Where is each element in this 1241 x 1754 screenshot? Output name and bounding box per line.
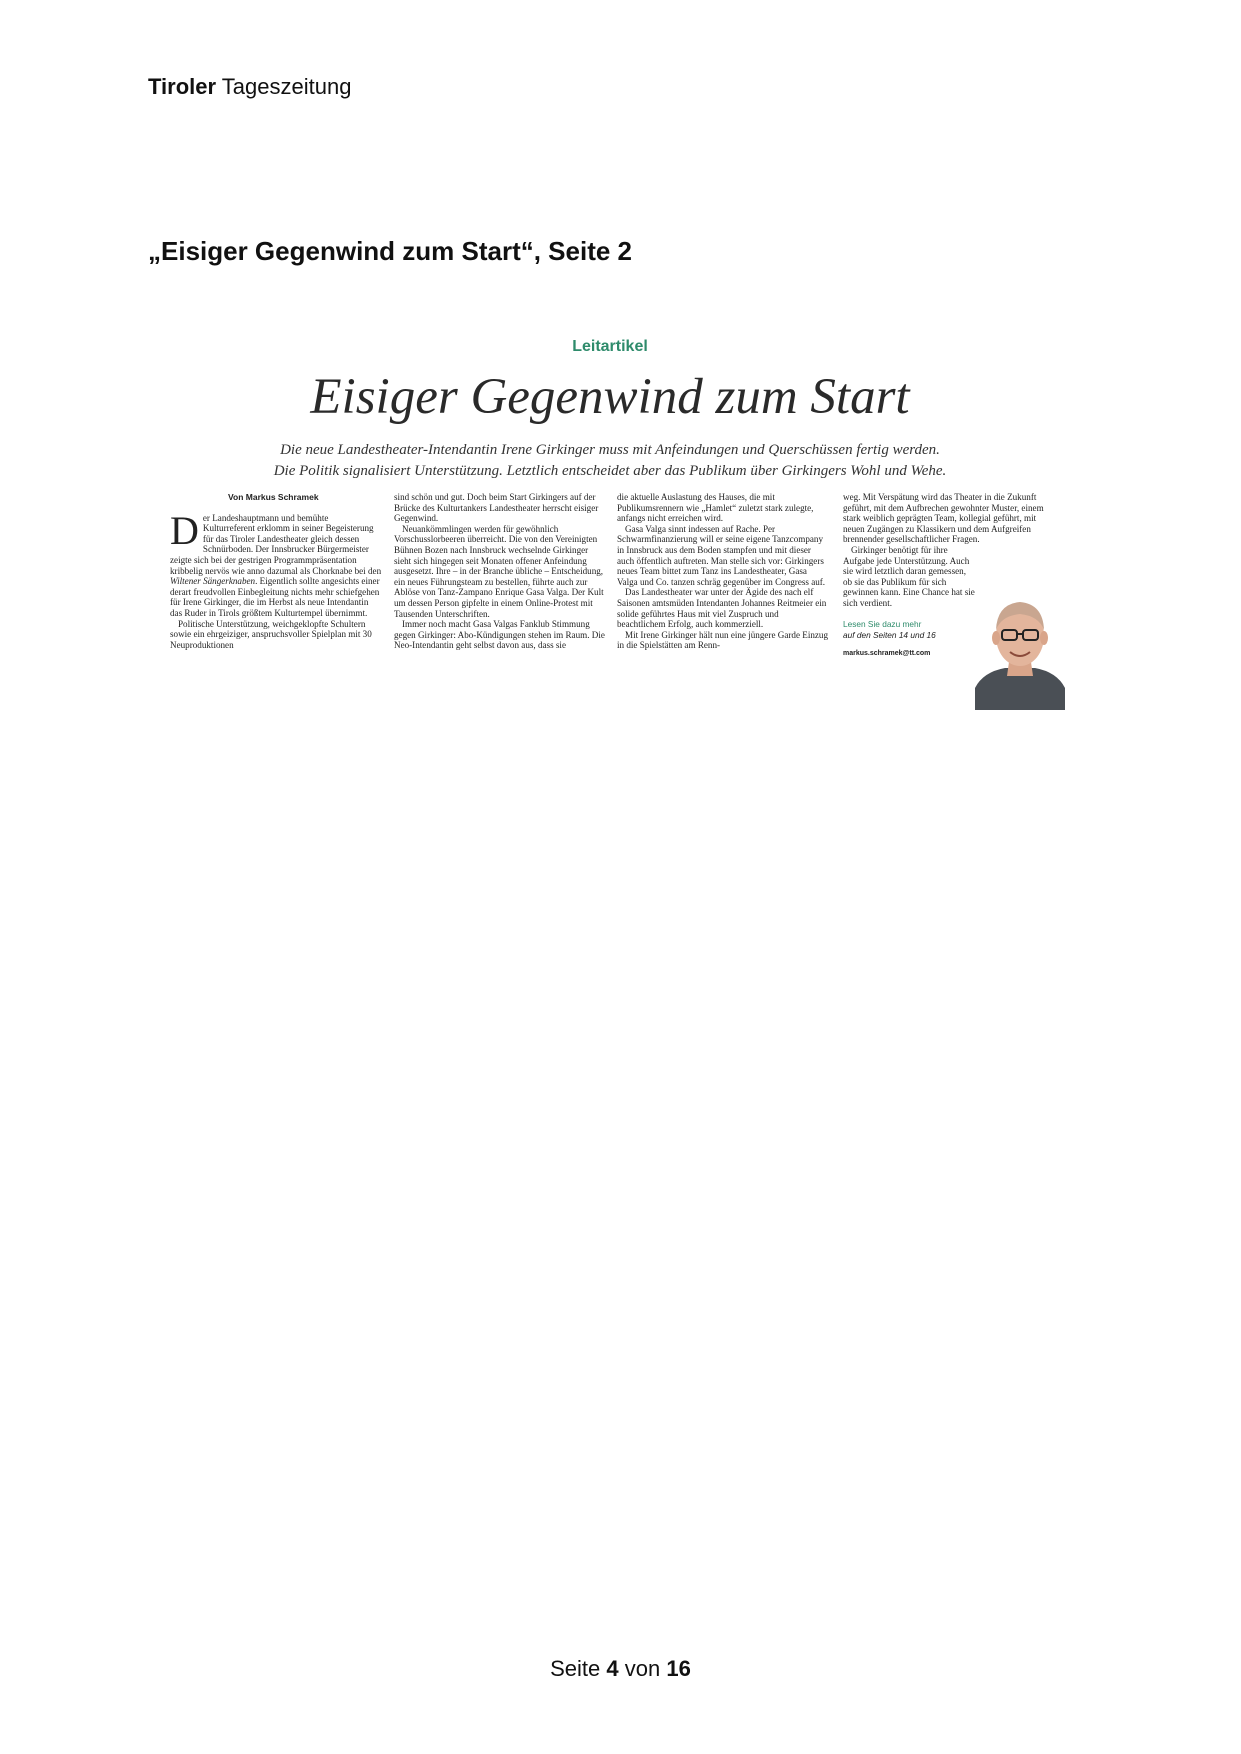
subheadline-line-2: Die Politik signalisiert Unterstützung. Letztlich entscheidet aber das Publikum über Girkingers Wohl und Wehe. (273, 463, 947, 479)
article-column-1 (170, 492, 382, 712)
article-subheadline (160, 440, 1060, 482)
article-column-2 (394, 492, 606, 712)
column-1-paragraph-1: Der Landeshauptmann und bemühte Kulturreferent erklomm in seiner Begeisterung für das Tiroler Landestheater gleich dessen Schnürboden. Der Innsbrucker Bürgermeister zeigte sich bei der gestrigen Programmpräsentation kribbelig nervös wie anno dazumal als Chorknabe bei den Wiltener Sängerknaben. Eigentlich sollte angesichts einer derart freudvollen Einbegleitung nichts mehr schiefgehen für Irene Girkinger, die im Herbst als neue Intendantin das Ruder in Tirols größtem Kulturtempel übernimmt. (170, 507, 382, 618)
column-4-top-text (843, 492, 1055, 545)
column-3-paragraph-4: Mit Irene Girkinger hält nun eine jüngere Garde Einzug in die Spielstätten am Renn- (617, 629, 829, 651)
masthead-brand-rest: Tageszeitung (221, 74, 352, 99)
page-reference-line-2: auf den Seiten 14 und 16 (843, 629, 936, 640)
column-2-paragraph-3: Immer noch macht Gasa Valgas Fanklub Stimmung gegen Girkinger: Abo-Kündigungen stehen im Raum. Die Neo-Intendantin geht selbst davon aus, dass sie (394, 619, 605, 651)
article-headline: Eisiger Gegenwind zum Start (310, 369, 910, 425)
author-portrait (975, 580, 1065, 710)
author-portrait-image (975, 580, 1065, 710)
subheadline-line-1: Die neue Landestheater-Intendantin Irene Girkinger muss mit Anfeindungen und Querschüssen fertig werden. (280, 442, 940, 458)
newspaper-clipping (160, 338, 1060, 710)
column-3-paragraph-3: Das Landestheater war unter der Ägide des nach elf Saisonen amtsmüden Intendanten Johannes Reitmeier ein solide geführtes Haus mit viel Zuspruch und beachtlichem Erfolg, auch kommerziell. (617, 587, 827, 630)
page-reference (843, 619, 975, 641)
footer-middle: von (624, 1656, 661, 1681)
article-byline: Von Markus Schramek (228, 492, 319, 502)
footer-page-total: 16 (666, 1656, 691, 1681)
column-2-paragraph-1: sind schön und gut. Doch beim Start Girkingers auf der Brücke des Kulturtankers Landestheater herrscht eisiger Gegenwind. (394, 492, 599, 524)
article-kicker: Leitartikel (572, 338, 648, 355)
article-column-3 (617, 492, 829, 712)
column-1-paragraph-2: Politische Unterstützung, weichgeklopfte Schultern sowie ein ehrgeiziger, anspruchsvoller Spielplan mit 30 Neuproduktionen (170, 618, 372, 650)
italic-name: Wiltener Sängerknaben (170, 576, 256, 587)
drop-cap: D (170, 507, 199, 553)
column-4-paragraph-2: Girkinger benötigt für ihre Aufgabe jede Unterstützung. Auch sie wird letztlich daran gemessen, ob sie das Publikum für sich gewinnen kann. Eine Chance hat sie sich verdient. (843, 544, 975, 608)
author-email: markus.schramek@tt.com (843, 649, 931, 657)
document-heading: „Eisiger Gegenwind zum Start“, Seite 2 (148, 236, 633, 266)
column-4-narrow-text (843, 545, 975, 659)
column-3-paragraph-1: die aktuelle Auslastung des Hauses, die mit Publikumsrennern wie „Hamlet“ zuletzt stark zulegte, anfangs nicht erreichen wird. (617, 492, 814, 524)
masthead-brand-bold: Tiroler (148, 74, 217, 99)
footer-page-number: 4 (606, 1656, 619, 1681)
column-3-paragraph-2: Gasa Valga sinnt indessen auf Rache. Per Schwarmfinanzierung will er seine eigene Tanzcompany in Innsbruck aus dem Boden stampfen und mit dieser auch öffentlich auftreten. Man stelle sich vor: Girkingers neues Team bittet zum Tanz ins Landestheater, Gasa Valga und Co. tanzen schräg gegenüber im Congress auf. (617, 523, 826, 587)
page-footer (0, 1656, 1241, 1682)
publication-masthead (148, 74, 351, 100)
column-2-paragraph-2: Neuankömmlingen werden für gewöhnlich Vorschusslorbeeren überreicht. Die von den Vereinigten Bühnen Bozen nach Innsbruck wechselnde Girkinger sieht sich hingegen seit Monaten offener Anfeindung ausgesetzt. Ihre – in der Branche übliche – Entscheidung, ein neues Führungsteam zu bestellen, führte auch zur Ablöse von Tanz-Zampano Enrique Gasa Valga. Der Kult um dessen Person gipfelte in einem Online-Protest mit Tausenden Unterschriften. (394, 523, 604, 619)
footer-prefix: Seite (550, 1656, 601, 1681)
page-reference-line-1: Lesen Sie dazu mehr (843, 618, 922, 629)
column-4-paragraph-1: weg. Mit Verspätung wird das Theater in die Zukunft geführt, mit dem Aufbrechen gewohnter Muster, einem stark weiblich geprägten Team, kollegial geführt, mit neuen Zugängen zu Klassikern und dem Aufgreifen brennender gesellschaftlicher Fragen. (843, 492, 1044, 545)
